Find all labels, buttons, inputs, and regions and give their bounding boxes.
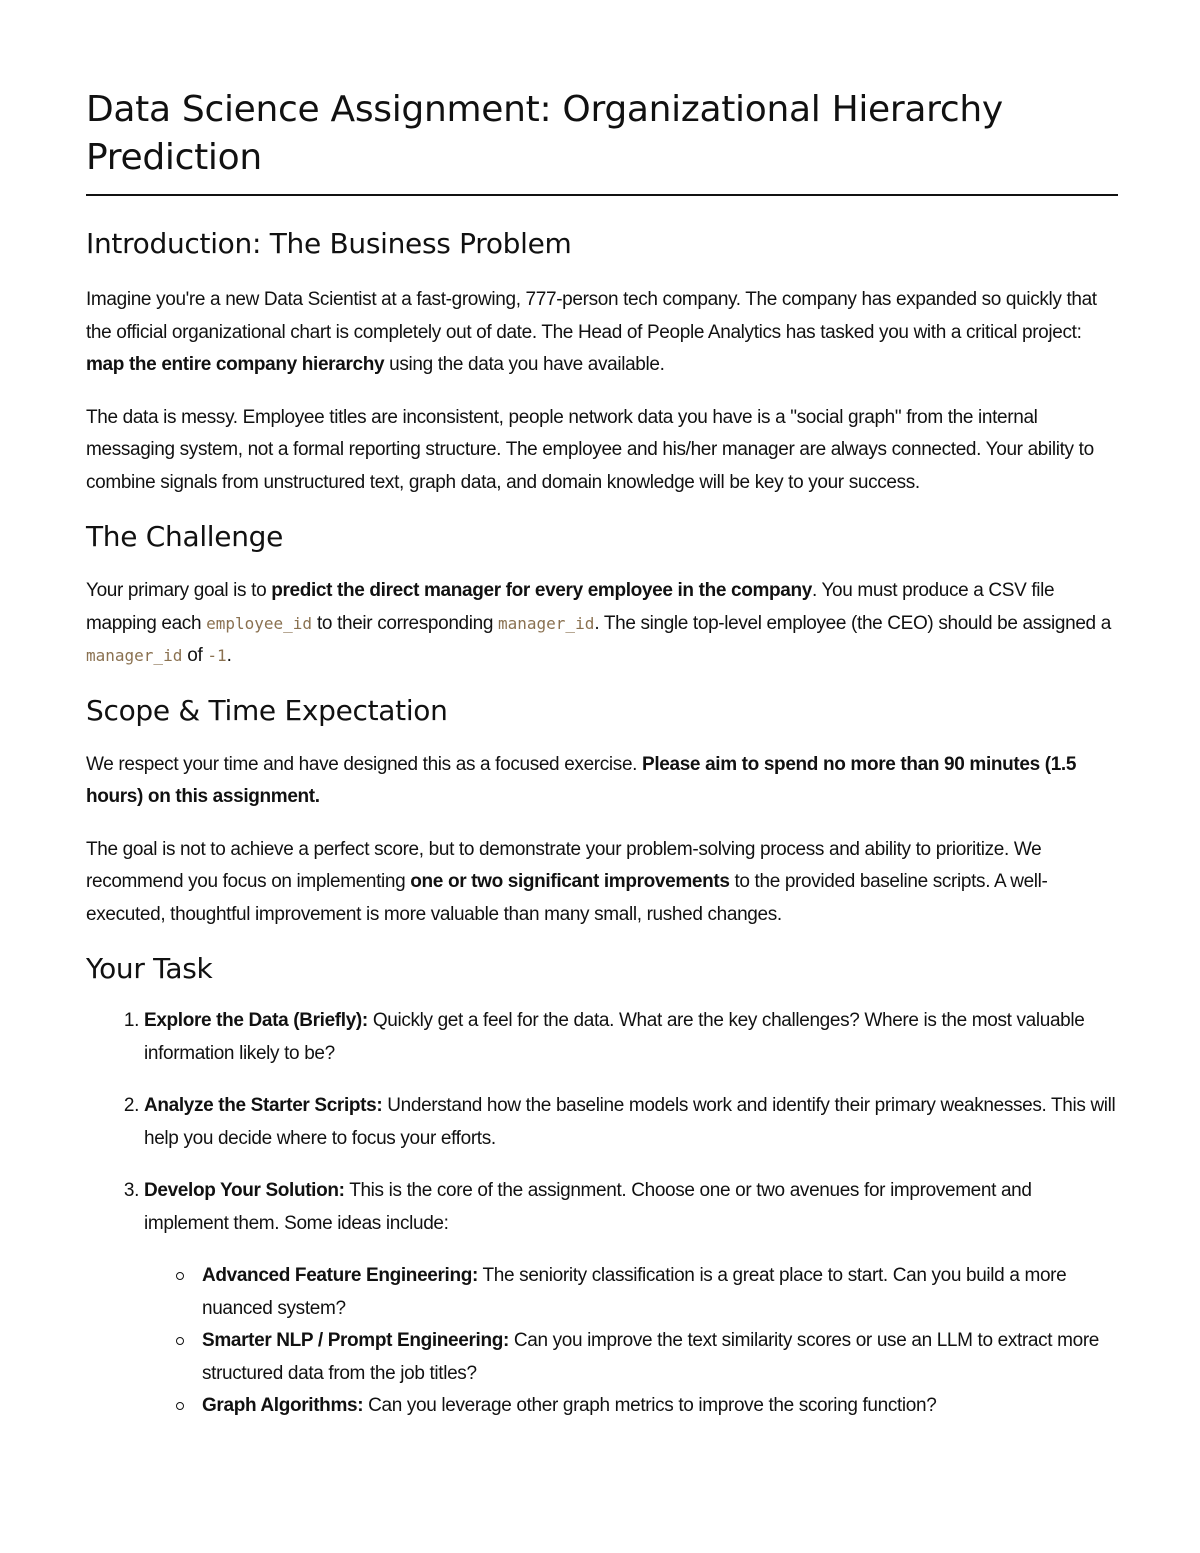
task-item: 3. Develop Your Solution: This is the core of the assignment. Choose one or two avenues for improvement and implement them. Some ideas include: Advanced Feature Engineering: The seniority classification is a great place to start. Can you build a more nuanced system? Smarter NLP / Prompt Engineering: Can you improve the text similarity scores or use an LLM to extract more structured data from the job titles? Graph Algorithms: Can you leverage other graph metrics to improve the scoring function? [144,1175,1118,1423]
task-list [86,1005,1118,1423]
task-item: 2. Analyze the Starter Scripts: Understand how the baseline models work and identify their primary weaknesses. This will help you decide where to focus your efforts. [144,1090,1118,1155]
task-subitem: Smarter NLP / Prompt Engineering: Can you improve the text similarity scores or use an LLM to extract more structured data from the job titles? [202,1325,1118,1390]
document-title: Data Science Assignment: Organizational Hierarchy Prediction [86,86,1118,196]
intro-heading: Introduction: The Business Problem [86,227,572,260]
task-subitem-list [144,1260,1118,1423]
code-manager-id: manager_id [86,646,183,665]
scope-paragraph-1: We respect your time and have designed this as a focused exercise. Please aim to spend no more than 90 minutes (1.5 hours) on this assignment. [86,753,1077,807]
task-subitem: Advanced Feature Engineering: The seniority classification is a great place to start. Can you build a more nuanced system? [202,1260,1118,1325]
scope-paragraph-2: The goal is not to achieve a perfect score, but to demonstrate your problem-solving process and ability to prioritize. We recommend you focus on implementing one or two significant improvements to the provided baseline scripts. A well-executed, thoughtful improvement is more valuable than many small, rushed changes. [86,838,1048,925]
challenge-paragraph: Your primary goal is to predict the direct manager for every employee in the company. You must produce a CSV file mapping each employee_id to their corresponding manager_id. The single top-level employee (the CEO) should be assigned a manager_id of -1. [86,580,1111,666]
code-minus-one: -1 [207,646,227,665]
document-page [86,86,1118,1423]
intro-paragraph-2: The data is messy. Employee titles are inconsistent, people network data you have is a "social graph" from the internal messaging system, not a formal reporting structure. The employee and his/her manager are always connected. Your ability to combine signals from unstructured text, graph data, and domain knowledge will be key to your success. [86,406,1094,493]
code-manager-id: manager_id [498,613,595,633]
task-item: 1. Explore the Data (Briefly): Quickly get a feel for the data. What are the key challenges? Where is the most valuable information likely to be? [144,1005,1118,1070]
task-heading: Your Task [86,952,213,985]
challenge-heading: The Challenge [86,520,284,553]
task-subitem: Graph Algorithms: Can you leverage other graph metrics to improve the scoring function? [202,1390,1118,1423]
code-employee-id: employee_id [206,613,313,633]
intro-paragraph-1: Imagine you're a new Data Scientist at a fast-growing, 777-person tech company. The company has expanded so quickly that the official organizational chart is completely out of date. The Head of People Analytics has tasked you with a critical project: map the entire company hierarchy using the data you have available. [86,289,1097,375]
scope-heading: Scope & Time Expectation [86,693,448,727]
